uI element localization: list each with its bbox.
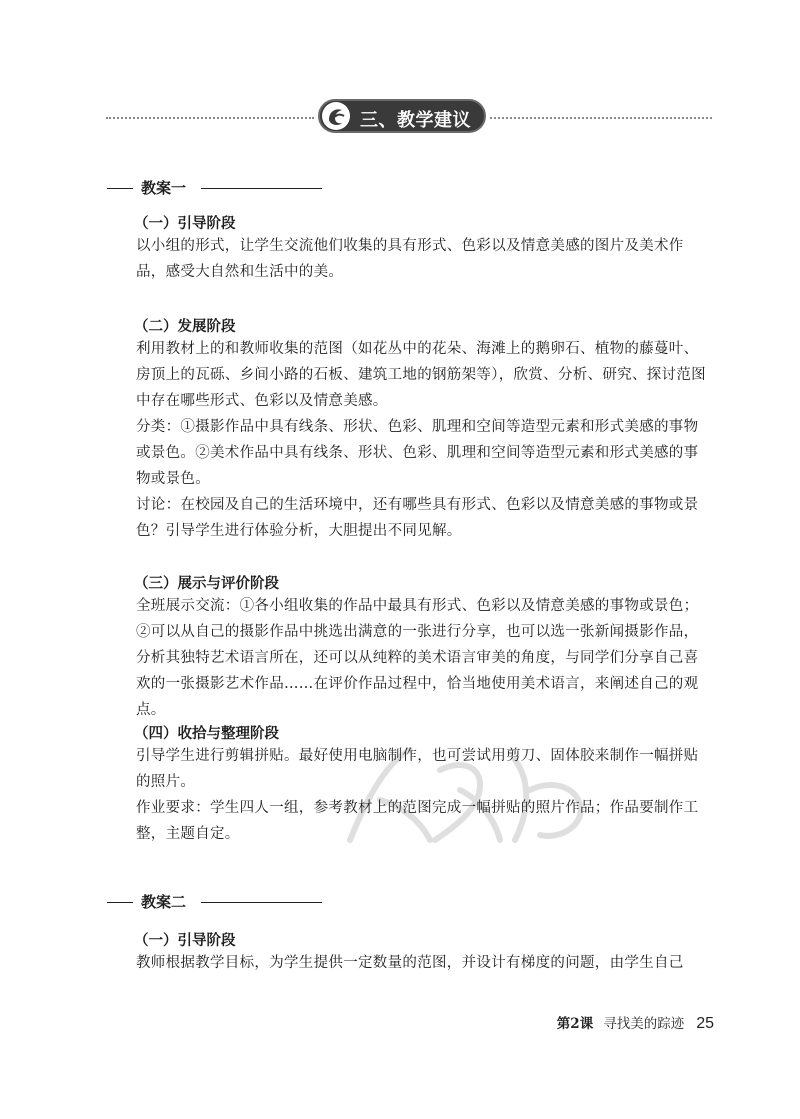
heading-rule-right (201, 188, 322, 189)
plan1-stage2-paragraph-2: 分类：①摄影作品中具有线条、形状、色彩、肌理和空间等造型元素和形式美感的事物或景色。②美术作品中具有线条、形状、色彩、肌理和空间等造型元素和形式美感的事物或景色。 (136, 419, 699, 487)
plan2-heading-label: 教案二 (141, 893, 187, 911)
footer-lesson-number: 第2课 (556, 1016, 594, 1032)
plan1-stage2-paragraph-1: 利用教材上的和教师收集的范图（如花丛中的花朵、海滩上的鹅卵石、植物的藤蔓叶、房顶上的瓦砾、乡间小路的石板、建筑工地的钢筋架等），欣赏、分析、研究、探讨范图中存在哪些形式、色彩以及情意美感。 (136, 341, 706, 409)
plan1-stage4-paragraph-1: 引导学生进行剪辑拼贴。最好使用电脑制作，也可尝试用剪刀、固体胶来制作一幅拼贴的照片。 (136, 748, 699, 790)
plan1-stage4-paragraph-2: 作业要求：学生四人一组，参考教材上的范图完成一幅拼贴的照片作品；作品要制作工整，主题自定。 (136, 800, 699, 842)
plan1-stage2-title: （二）发展阶段 (134, 319, 236, 335)
plan1-heading-label: 教案一 (141, 179, 187, 197)
plan1-stage1-title: （一）引导阶段 (134, 216, 236, 232)
section-badge (318, 99, 486, 133)
page-footer (557, 1012, 714, 1033)
page-number: 25 (696, 1015, 714, 1032)
plan2-stage1-paragraph: 教师根据教学目标，为学生提供一定数量的范图，并设计有梯度的问题，由学生自己 (136, 955, 684, 971)
plan1-heading (107, 177, 322, 199)
heading-rule-left (107, 188, 133, 189)
rolled-scroll-icon (322, 102, 350, 130)
plan2-heading (107, 891, 322, 913)
header-dotted-rule-left (106, 117, 314, 119)
section-title: 三、教学建议 (360, 110, 471, 131)
plan1-stage3-paragraph: 全班展示交流：①各小组收集的作品中最具有形式、色彩以及情意美感的事物或景色；②可以从自己的摄影作品中挑选出满意的一张进行分享，也可以选一张新闻摄影作品，分析其独特艺术语言所在，还可以从纯粹的美术语言审美的角度，与同学们分享自己喜欢的一张摄影艺术作品……在评价作品过程中，恰当地使用美术语言，来阐述自己的观点。 (136, 598, 699, 718)
plan1-stage3-title: （三）展示与评价阶段 (134, 576, 279, 592)
plan1-stage2-paragraph-3: 讨论：在校园及自己的生活环境中，还有哪些具有形式、色彩以及情意美感的事物或景色？引导学生进行体验分析，大胆提出不同见解。 (136, 497, 699, 539)
header-dotted-rule-right (490, 117, 712, 119)
watermark-graphic (330, 730, 600, 860)
plan1-stage1-paragraph: 以小组的形式，让学生交流他们收集的具有形式、色彩以及情意美感的图片及美术作品，感受大自然和生活中的美。 (136, 238, 684, 280)
footer-lesson-title: 寻找美的踪迹 (603, 1016, 685, 1032)
plan2-stage1-title: （一）引导阶段 (134, 933, 236, 949)
plan1-stage4-title: （四）收拾与整理阶段 (134, 726, 279, 742)
heading-rule-left (107, 902, 133, 903)
heading-rule-right (201, 902, 322, 903)
